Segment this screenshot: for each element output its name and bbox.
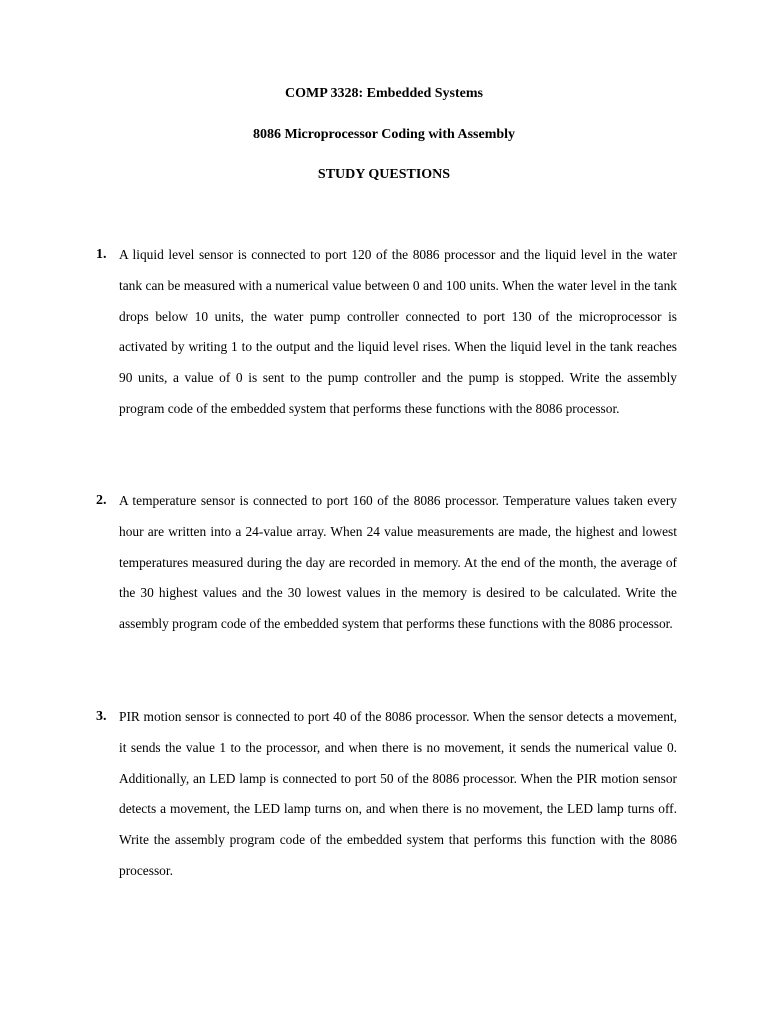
topic-title: 8086 Microprocessor Coding with Assembly <box>252 127 516 142</box>
section-title: STUDY QUESTIONS <box>317 167 451 182</box>
question-text: PIR motion sensor is connected to port 40 of the 8086 processor. When the sensor detects a movement, it sends the value 1 to the processor, and when there is no movement, it sends the numerical value 0. Additionally, an LED lamp is connected to port 50 of the 8086 processor. When the PIR motion sensor detects a movement, the LED lamp turns on, and when there is no movement, the LED lamp turns off. Write the assembly program code of the embedded system that performs this function with the 8086 processor. <box>119 709 677 878</box>
question-text: A temperature sensor is connected to port 160 of the 8086 processor. Temperature values taken every hour are written into a 24-value array. When 24 value measurements are made, the highest and lowest temperatures measured during the day are recorded in memory. At the end of the month, the average of the 30 highest values and the 30 lowest values in the memory is desired to be calculated. Write the assembly program code of the embedded system that performs these functions with the 8086 processor. <box>119 493 677 632</box>
question-number: 1. <box>96 247 107 262</box>
question-number: 2. <box>96 493 107 508</box>
question-text: A liquid level sensor is connected to port 120 of the 8086 processor and the liquid level in the water tank can be measured with a numerical value between 0 and 100 units. When the water level in the tank drops below 10 units, the water pump controller connected to port 130 of the microprocessor is activated by writing 1 to the output and the liquid level rises. When the liquid level in the tank reaches 90 units, a value of 0 is sent to the pump controller and the pump is stopped. Write the assembly program code of the embedded system that performs these functions with the 8086 processor. <box>119 247 677 416</box>
course-title: COMP 3328: Embedded Systems <box>285 86 483 101</box>
question-number: 3. <box>96 709 107 724</box>
